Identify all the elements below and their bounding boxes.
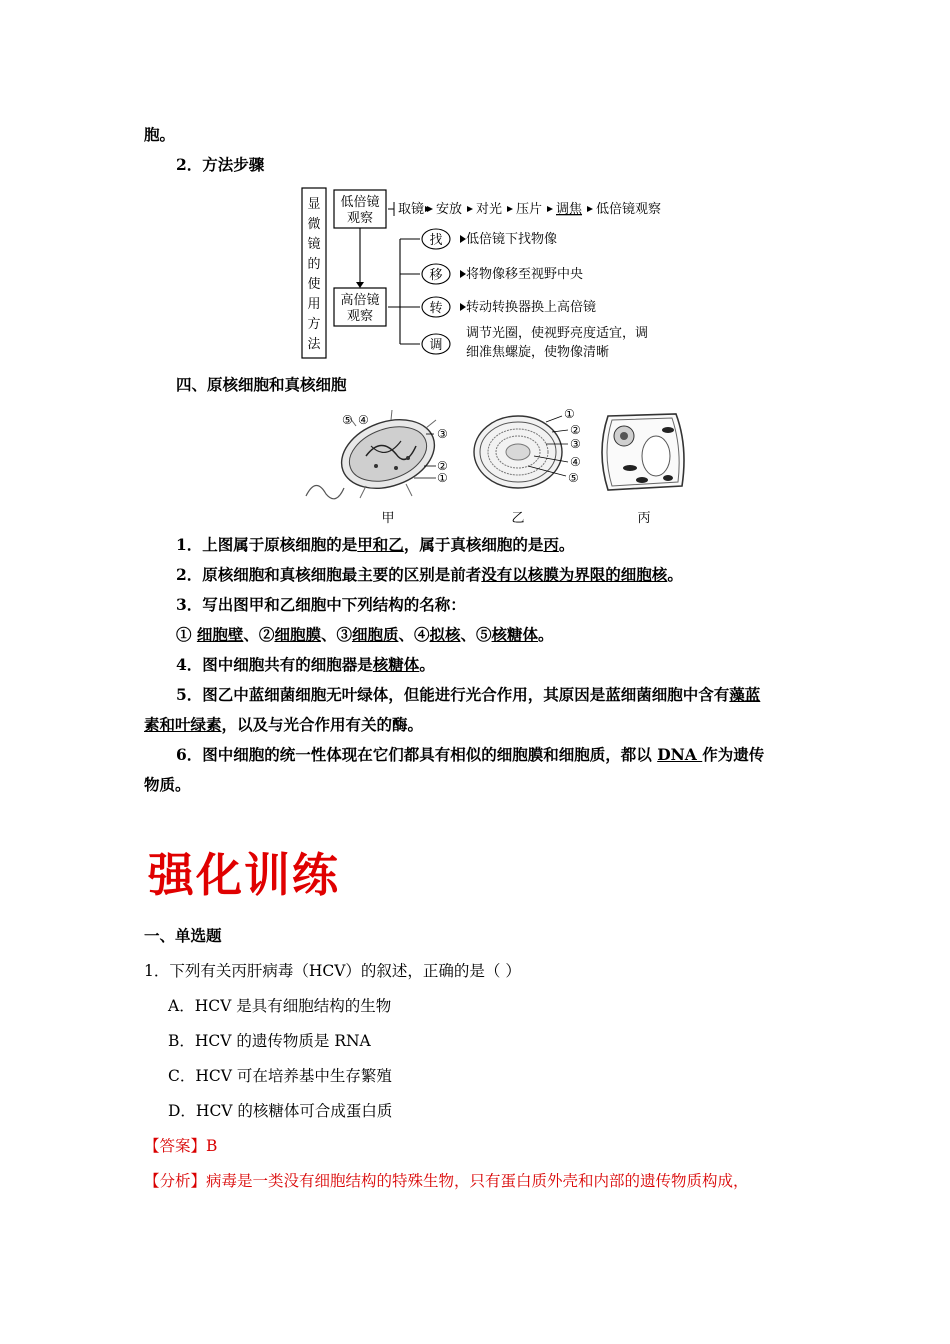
label-bing: 丙 — [637, 511, 651, 526]
vt-4: 使 — [307, 277, 321, 292]
answer-cell-membrane: 细胞膜 — [274, 625, 321, 644]
key-find: 找 — [429, 233, 443, 248]
answer-value: B — [206, 1137, 218, 1155]
item-1 — [176, 534, 574, 556]
step-focus: 调焦 — [556, 202, 583, 217]
q5-answer-part1: 藻蓝 — [729, 685, 761, 704]
vt-6: 方 — [307, 317, 321, 332]
q6-answer: DNA — [657, 745, 703, 764]
q1-end: 。 — [558, 535, 575, 554]
analysis-line — [144, 1170, 749, 1192]
step-take: 取镜 — [398, 202, 425, 217]
answer-tag: 【答案】 — [144, 1137, 207, 1155]
item-4 — [176, 654, 435, 676]
low-steps — [398, 201, 661, 217]
q1-answer-prokaryote: 甲和乙 — [357, 535, 404, 554]
q5-text-2: ，以及与光合作用有关的酶。 — [221, 715, 424, 734]
q2-text: 2．原核细胞和真核细胞最主要的区别是前者 — [176, 565, 482, 584]
q6-text: 6．图中细胞的统一性体现在它们都具有相似的细胞膜和细胞质，都以 — [176, 745, 658, 764]
cell-bing-illustration — [602, 414, 684, 490]
yi-mark-4: ④ — [570, 455, 581, 469]
mark-4: 、④ — [398, 625, 430, 644]
high-box-line2: 观察 — [346, 309, 374, 324]
low-box-line2: 观察 — [346, 211, 374, 226]
q6-text-2: 作为遗传 — [702, 745, 765, 764]
q3-end: 。 — [538, 625, 554, 644]
yi-mark-1: ① — [564, 407, 575, 421]
cell-jia-illustration — [306, 408, 444, 501]
item-3: 3．写出图甲和乙细胞中下列结构的名称： — [176, 595, 466, 614]
text-adjust-2: 细准焦螺旋，使物像清晰 — [466, 345, 610, 360]
analysis-tag: 【分析】 — [144, 1172, 207, 1190]
cell-yi-illustration — [474, 416, 568, 488]
jia-mark-5: ⑤ — [342, 413, 353, 427]
mark-3: 、③ — [320, 625, 352, 644]
answer-nucleoid: 拟核 — [429, 625, 461, 644]
yi-mark-2: ② — [570, 423, 581, 437]
text-find: 低倍镜下找物像 — [466, 232, 558, 247]
high-box-line1: 高倍镜 — [340, 293, 380, 308]
option-c: C．HCV 可在培养基中生存繁殖 — [168, 1067, 392, 1085]
key-move: 移 — [429, 268, 443, 283]
key-turn: 转 — [429, 301, 443, 316]
cell-yi-marks — [564, 407, 581, 485]
vt-3: 的 — [307, 257, 321, 272]
yi-mark-3: ③ — [570, 437, 581, 451]
exercise-heading: 一、单选题 — [144, 926, 222, 945]
q2-answer: 没有以核膜为界限的细胞核 — [481, 565, 668, 584]
text-turn: 转动转换器换上高倍镜 — [466, 300, 597, 315]
q5-text: 5．图乙中蓝细菌细胞无叶绿体，但能进行光合作用，其原因是蓝细菌细胞中含有 — [176, 685, 730, 704]
vt-0: 显 — [307, 197, 321, 212]
section2-title: 2．方法步骤 — [176, 155, 265, 174]
jia-mark-3: ③ — [437, 427, 448, 441]
item-3-answers — [176, 624, 554, 646]
step-place: 安放 — [436, 202, 463, 217]
analysis-text: 病毒是一类没有细胞结构的特殊生物，只有蛋白质外壳和内部的遗传物质构成， — [206, 1172, 749, 1190]
answer-cell-wall: 细胞壁 — [196, 625, 244, 644]
q2-end: 。 — [667, 565, 683, 584]
item-5 — [176, 684, 760, 706]
vertical-title — [307, 197, 321, 352]
q1-answer-eukaryote: 丙 — [543, 535, 559, 554]
answer-cytoplasm: 细胞质 — [351, 625, 399, 644]
option-d: D．HCV 的核糖体可合成蛋白质 — [168, 1102, 393, 1120]
vertical-title-box — [302, 188, 326, 358]
vt-7: 法 — [307, 337, 321, 352]
mark-2: 、② — [243, 625, 275, 644]
cell-labels — [381, 511, 650, 526]
label-jia: 甲 — [381, 511, 395, 526]
top-fragment: 胞。 — [144, 125, 176, 144]
mark-5: 、⑤ — [460, 625, 492, 644]
q5-answer-part2: 素和叶绿素 — [144, 715, 222, 734]
vt-1: 微 — [307, 217, 321, 232]
jia-mark-1: ① — [437, 471, 448, 485]
q4-end: 。 — [419, 655, 435, 674]
q1-text: 1．上图属于原核细胞的是 — [176, 535, 358, 554]
vt-2: 镜 — [307, 237, 321, 252]
jia-mark-4: ④ — [358, 413, 369, 427]
item-6-cont: 物质。 — [144, 775, 191, 794]
step-observe: 低倍镜观察 — [596, 202, 662, 217]
answer-line — [144, 1135, 217, 1157]
item-6 — [176, 744, 764, 766]
microscope-flow-diagram — [296, 184, 696, 364]
key-adjust: 调 — [429, 338, 443, 353]
item-2 — [176, 564, 683, 586]
section4-title: 四、原核细胞和真核细胞 — [176, 375, 347, 394]
low-box-line1: 低倍镜 — [340, 195, 380, 210]
option-b: B．HCV 的遗传物质是 RNA — [168, 1032, 371, 1050]
item-5-cont — [144, 714, 423, 736]
cell-illustrations — [296, 406, 696, 528]
mark-1: ① — [176, 625, 197, 644]
text-adjust-1: 调节光圈，使视野亮度适宜，调 — [466, 326, 649, 341]
high-steps — [422, 229, 648, 360]
text-move: 将物像移至视野中央 — [466, 267, 584, 282]
down-arrow — [356, 282, 364, 288]
label-yi: 乙 — [511, 511, 525, 526]
q4-text: 4．图中细胞共有的细胞器是 — [176, 655, 373, 674]
step-press: 压片 — [516, 202, 543, 217]
option-a: A．HCV 是具有细胞结构的生物 — [168, 997, 392, 1015]
vt-5: 用 — [307, 297, 321, 312]
jia-mark-2: ② — [437, 459, 448, 473]
answer-ribosome: 核糖体 — [491, 625, 539, 644]
q4-answer: 核糖体 — [372, 655, 420, 674]
q1-text-2: ，属于真核细胞的是 — [403, 535, 544, 554]
section-banner: 强化训练 — [148, 848, 340, 902]
question-1: 1．下列有关丙肝病毒（HCV）的叙述，正确的是（ ） — [144, 962, 521, 980]
step-light: 对光 — [476, 202, 503, 217]
yi-mark-5: ⑤ — [568, 471, 579, 485]
